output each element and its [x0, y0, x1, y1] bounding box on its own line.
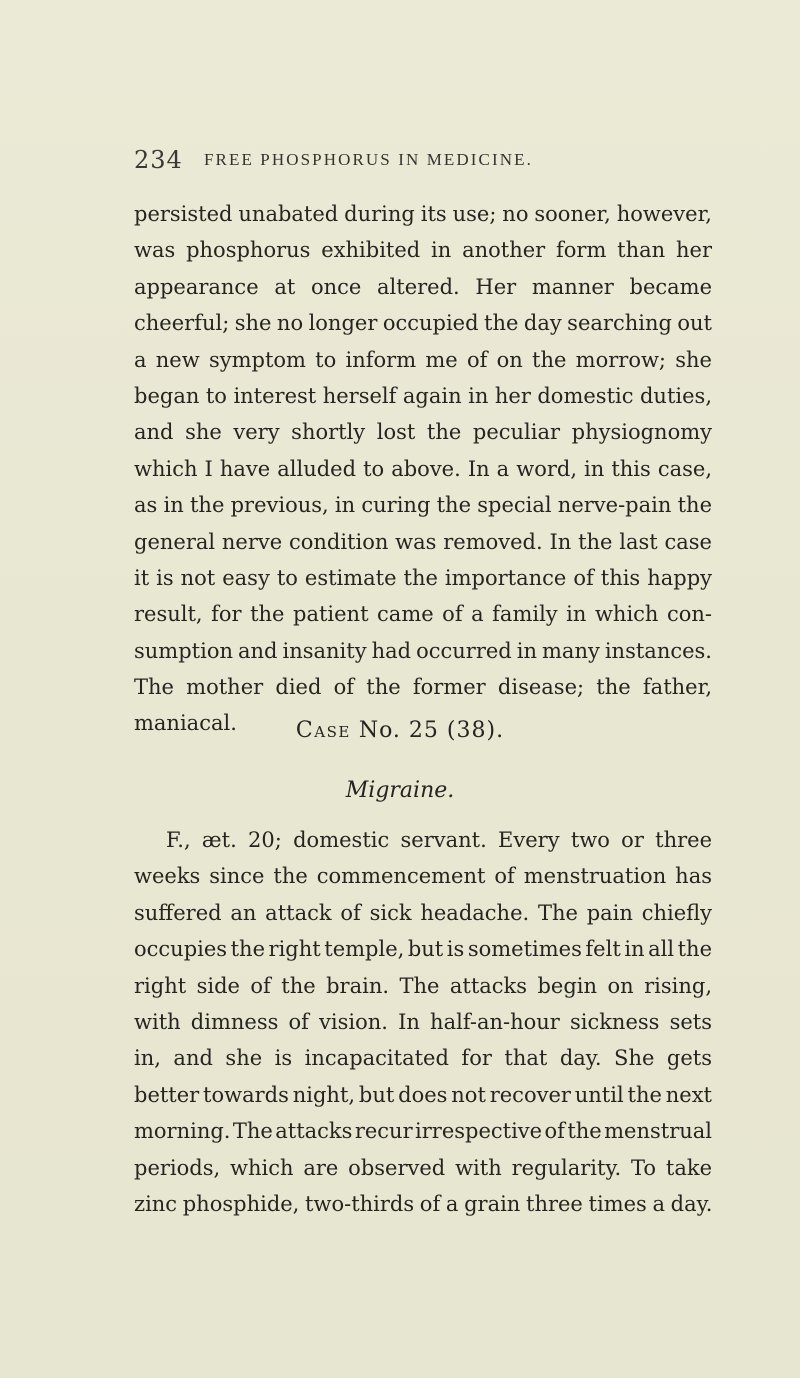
text-line: F., æt. 20; domestic servant. Every two or three	[166, 828, 712, 852]
text-line: a new symptom to inform me of on the morrow; she	[134, 347, 712, 372]
case-heading-prefix: Case	[295, 718, 351, 743]
text-line: general nerve condition was removed. In the last case	[134, 529, 712, 554]
running-title: FREE PHOSPHORUS IN MEDICINE.	[204, 150, 533, 169]
text-line: began to interest herself again in her domestic duties,	[134, 383, 712, 408]
text-line: periods, which are observed with regularity. To take	[134, 1155, 712, 1180]
text-line: appearance at once altered. Her manner became	[134, 274, 712, 299]
text-line: right side of the brain. The attacks begin on rising,	[134, 973, 712, 998]
page-number: 234	[134, 146, 183, 174]
text-line: persisted unabated during its use; no sooner, however,	[134, 202, 712, 226]
text-line: result, for the patient came of a family in which con-	[134, 602, 712, 627]
text-line: which I have alluded to above. In a word, in this case,	[134, 456, 712, 481]
paragraph-2	[134, 822, 712, 1222]
text-line: occupies the right temple, but is sometimes felt in all the	[134, 937, 712, 962]
case-heading	[0, 718, 800, 743]
text-line: zinc phosphide, two-thirds of a grain three times a day.	[134, 1191, 712, 1216]
case-subtitle: Migraine.	[345, 778, 455, 803]
text-line: with dimness of vision. In half-an-hour sickness sets	[134, 1009, 712, 1034]
text-line: in, and she is incapacitated for that day. She gets	[134, 1046, 712, 1071]
text-line: suffered an attack of sick headache. The pain chiefly	[134, 900, 712, 925]
text-line: weeks since the commencement of menstruation has	[134, 864, 712, 889]
text-line: maniacal.	[134, 711, 237, 736]
paragraph-1	[134, 196, 712, 742]
text-line: it is not easy to estimate the importance of this happy	[134, 565, 712, 590]
text-line: and she very shortly lost the peculiar physiognomy	[134, 420, 712, 445]
text-line: The mother died of the former disease; the father,	[134, 675, 712, 700]
text-line: cheerful; she no longer occupied the day searching out	[134, 311, 712, 336]
running-head	[134, 146, 714, 176]
text-line: sumption and insanity had occurred in many instances.	[134, 638, 712, 663]
text-line: morning. The attacks recur irrespective of the menstrual	[134, 1119, 712, 1144]
text-line: was phosphorus exhibited in another form than her	[134, 238, 712, 263]
text-line: better towards night, but does not recover until the next	[134, 1082, 712, 1107]
text-line: as in the previous, in curing the special nerve-pain the	[134, 493, 712, 518]
case-heading-number: No. 25 (38).	[350, 718, 505, 743]
